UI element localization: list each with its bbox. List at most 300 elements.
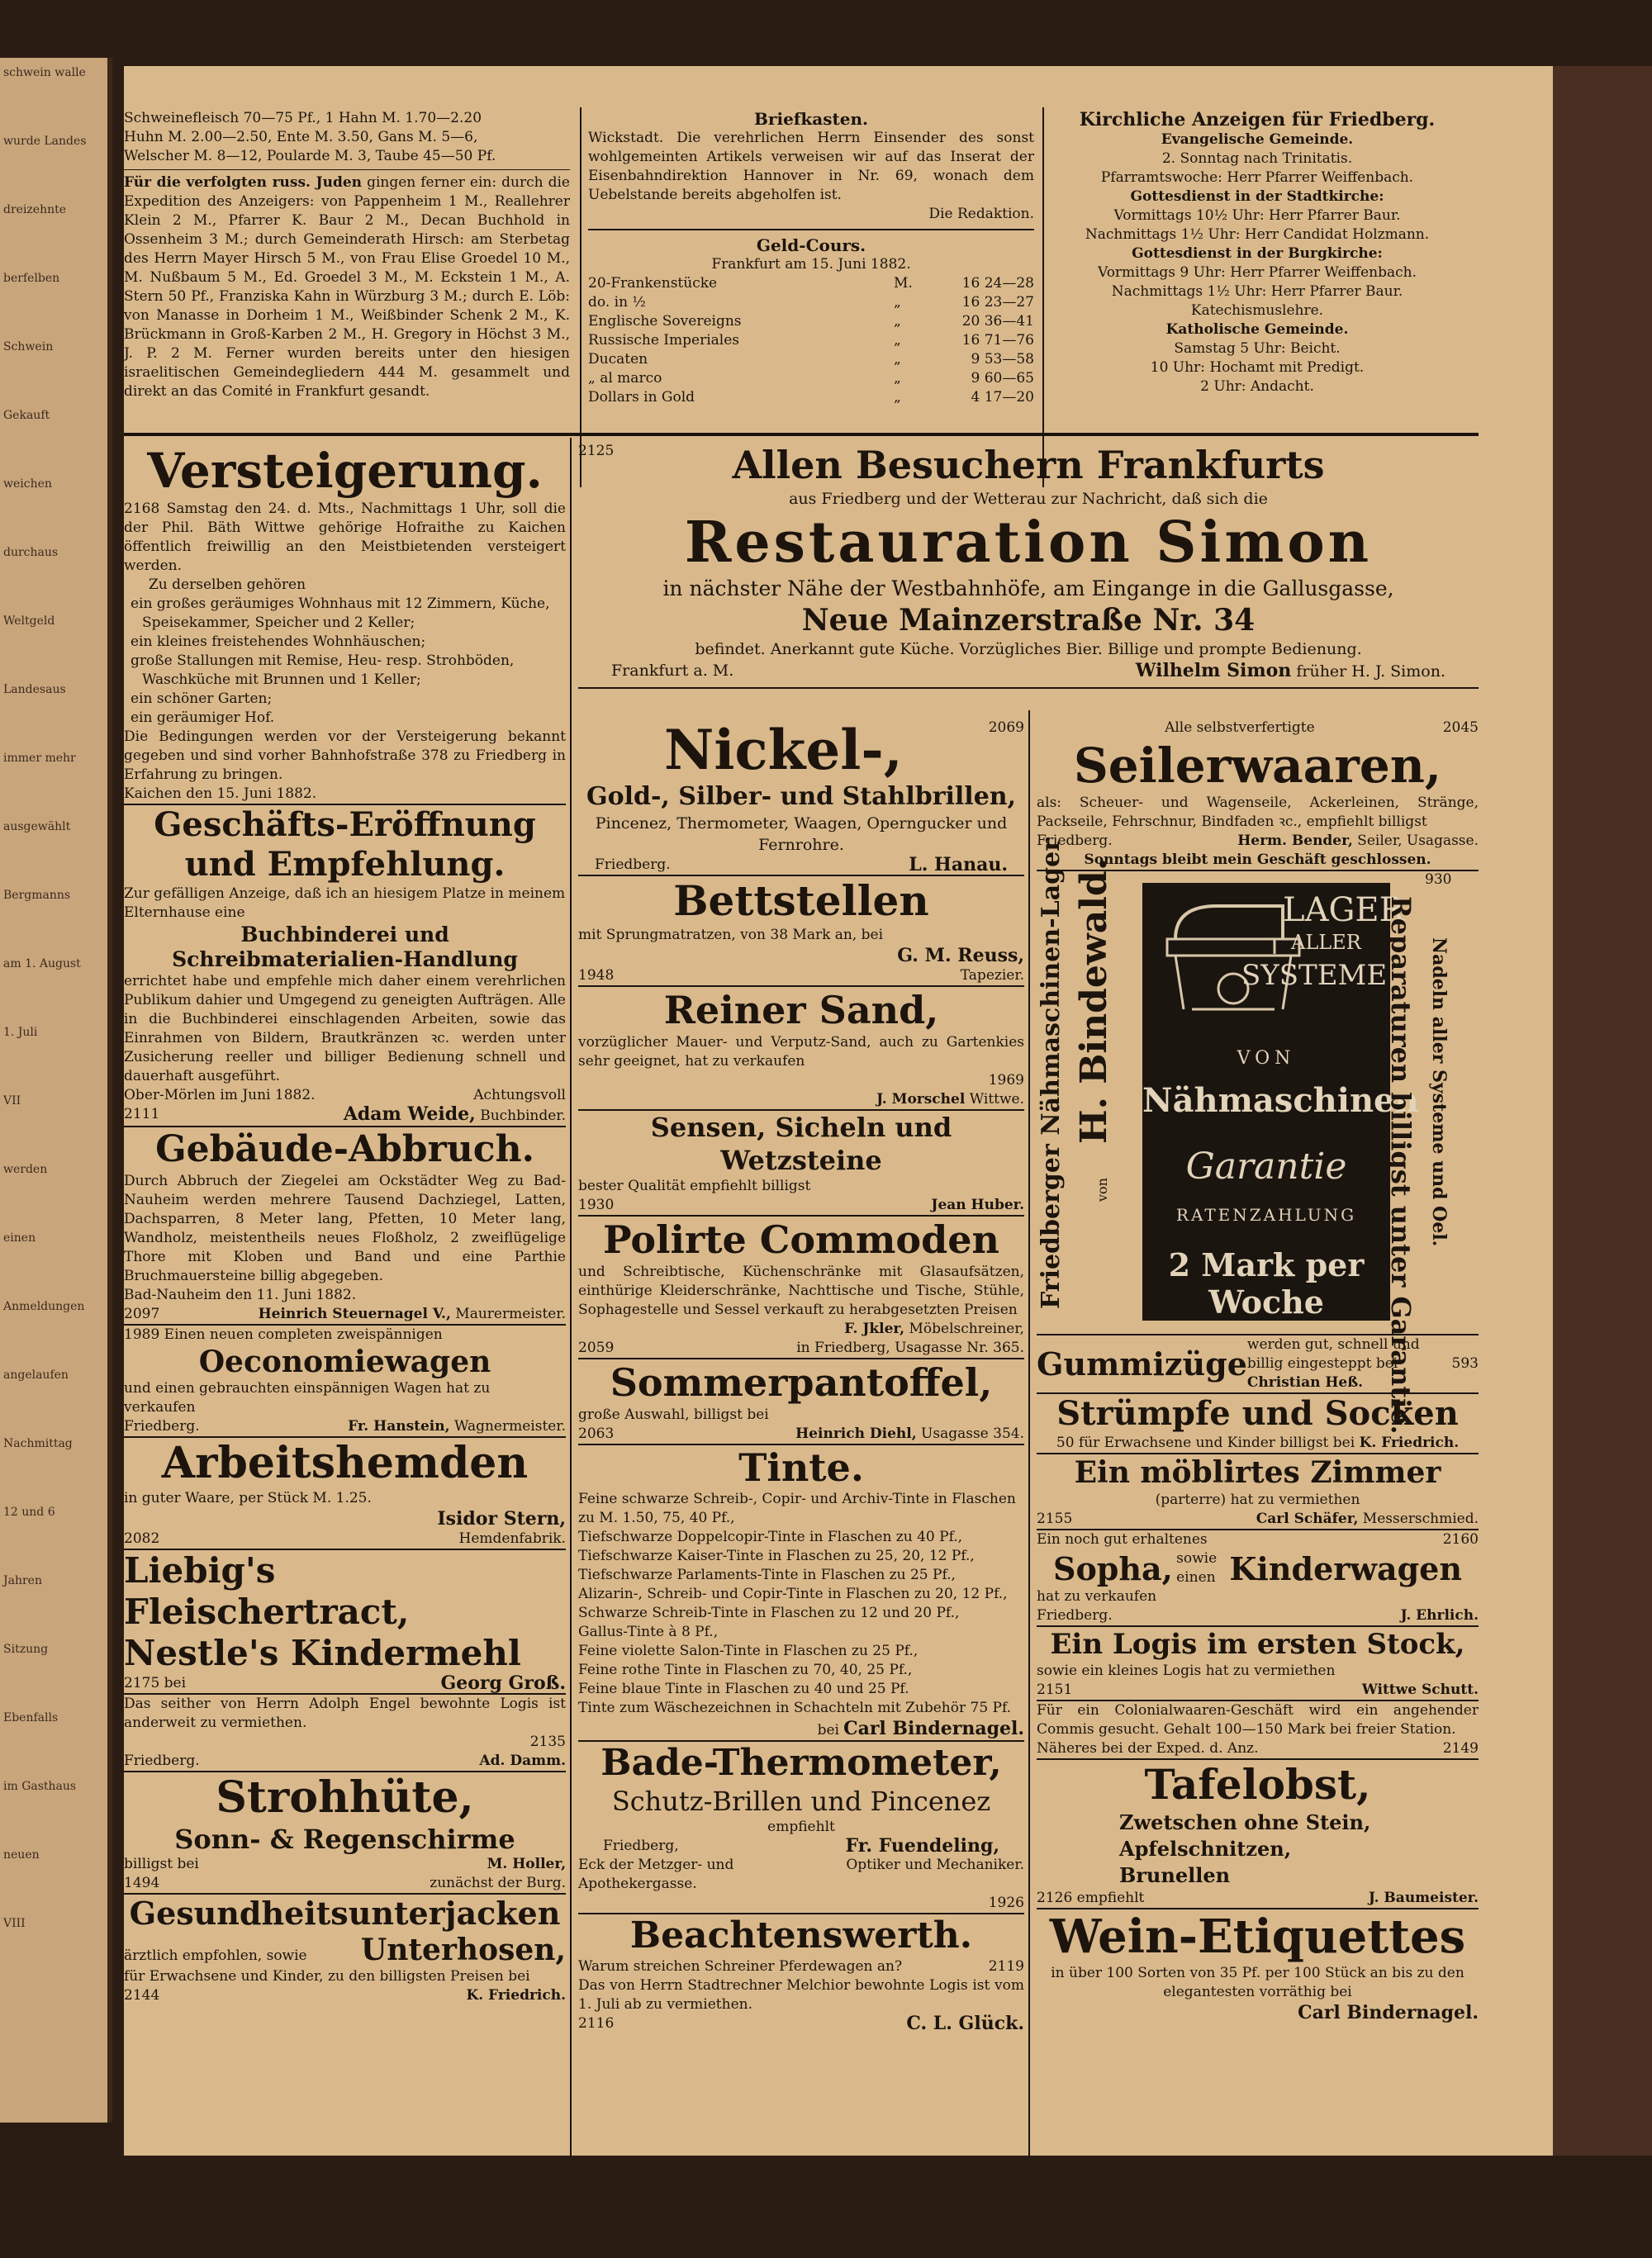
- bettstellen-text: mit Sprungmatratzen, von 38 Mark an, bei: [578, 927, 884, 943]
- versteigerung-sign: Kaichen den 15. Juni 1882.: [124, 785, 317, 802]
- naeh-right-vert1: Reparaturen billigst unter Garantie.: [1385, 896, 1417, 1435]
- eroeffnung-business: Buchbinderei und Schreibmaterialien-Handlung: [172, 923, 518, 971]
- unterjacken-text2: für Erwachsene und Kinder, zu den billigsten Preisen bei: [124, 1968, 530, 1985]
- sand-num: 1969: [988, 1072, 1024, 1089]
- kircheLines-line: Evangelische Gemeinde.: [1161, 131, 1354, 148]
- simon-num: 2125: [578, 443, 615, 459]
- sand-name: J. Morschel: [876, 1091, 966, 1108]
- sopha-place: Friedberg.: [1037, 1607, 1113, 1624]
- abbruch-num: 2097: [124, 1306, 160, 1322]
- versteigerung-title: Versteigerung.: [147, 443, 543, 499]
- versItems-line: ein kleines freistehendes Wohnhäuschen;: [131, 633, 426, 650]
- nickel-sub: Gold-, Silber- und Stahlbrillen,: [586, 782, 1017, 811]
- sand-role: Wittwe.: [969, 1091, 1024, 1108]
- versteigerung-text: 2168 Samstag den 24. d. Mts., Nachmittags 1 Uhr, soll die der Phil. Bäth Wittwe gehörige Hofraithe zu Kaichen öffentlich freiwillig an den Meistbietenden versteigert werden.: [124, 500, 566, 574]
- left-fragment-line: wurde Landes: [3, 135, 87, 148]
- sand-text: vorzüglicher Mauer- und Verputz-Sand, auch zu Gartenkies sehr geeignet, hat zu verkaufen: [578, 1034, 1024, 1070]
- eroeffnung-intro: Zur gefälligen Anzeige, daß ich an hiesigem Platze in meinem Elternhause eine: [124, 885, 566, 921]
- naeh-num: 930: [1425, 871, 1452, 888]
- ad-engel: [124, 1695, 566, 1772]
- zimmer-title: Ein möblirtes Zimmer: [1074, 1455, 1441, 1490]
- market-line-2: Huhn M. 2.00—2.50, Ente M. 3.50, Gans M. 5—6,: [124, 129, 478, 145]
- strohhuete-title: Strohhüte,: [216, 1772, 474, 1823]
- zimmer-name: Carl Schäfer,: [1256, 1511, 1359, 1527]
- tinteLines-line: Alizarin-, Schreib- und Copir-Tinte in Flaschen zu 20, 12 Pf.,: [578, 1586, 1008, 1602]
- engel-place: Friedberg.: [124, 1753, 200, 1769]
- eroeffnung-greet: Achtungsvoll: [473, 1087, 566, 1103]
- left-column: [124, 442, 566, 2005]
- tinteLines-line: Feine schwarze Schreib-, Copir- und Archiv-Tinte in Flaschen zu M. 1.50, 75, 40 Pf.,: [578, 1491, 1016, 1526]
- beachtens-title: Beachtenswerth.: [629, 1914, 973, 1957]
- briefkasten-text: Wickstadt. Die verehrlichen Herrn Einsender des sonst wohlgemeinten Artikels verweisen wir auf das Inserat der Eisenbahndirektion Hannover in Nr. 69, wonach dem Uebelstande bereits abgeholfen ist.: [588, 130, 1034, 203]
- beachtens-name: C. L. Glück.: [906, 2013, 1024, 2034]
- kircheLines-line: Katholische Gemeinde.: [1165, 321, 1349, 338]
- sopha-mid: sowie einen: [1176, 1550, 1218, 1586]
- tinte-name: Carl Bindernagel.: [843, 1718, 1024, 1739]
- ad-pantoffel: [578, 1359, 1024, 1445]
- ad-versteigerung: [124, 442, 566, 805]
- left-fragment-line: Bergmanns: [3, 889, 71, 902]
- unterjacken-title2: Unterhosen,: [360, 1933, 566, 1967]
- geld-row: [588, 369, 1034, 388]
- bade-num: 1926: [988, 1895, 1024, 1911]
- struempfe-title: Strümpfe und Socken: [1056, 1394, 1459, 1433]
- simon-title: Restauration Simon: [684, 510, 1373, 576]
- tinteLines-line: Tiefschwarze Doppelcopir-Tinte in Flaschen zu 40 Pf.,: [578, 1529, 963, 1545]
- zimmer-role: Messerschmied.: [1362, 1511, 1479, 1527]
- jews-heading: Für die verfolgten russ. Juden: [124, 174, 363, 191]
- geld-row: [588, 293, 1034, 312]
- gummi-title: Gummizüge: [1037, 1345, 1247, 1383]
- bade-emp: empfiehlt: [767, 1819, 835, 1835]
- left-fragment-line: ausgewählt: [3, 820, 71, 833]
- strohhuete-num: 1494: [124, 1875, 160, 1891]
- commis-sub: Näheres bei der Exped. d. Anz.: [1037, 1740, 1259, 1757]
- geld-row: [588, 274, 1034, 293]
- seiler-title: Seilerwaaren,: [1073, 738, 1442, 794]
- newspaper-page: [124, 66, 1553, 2156]
- left-fragment-line: einen: [3, 1231, 36, 1245]
- geld-row: [588, 350, 1034, 369]
- ad-seiler: [1037, 719, 1479, 871]
- kirche-lines: [1051, 130, 1464, 396]
- ad-bade: [578, 1742, 1024, 1914]
- tinteLines-line: Feine violette Salon-Tinte in Flaschen zu 25 Pf.,: [578, 1643, 919, 1659]
- geld-heading: Geld-Cours.: [756, 235, 866, 255]
- kircheLines-line: Vormittags 10½ Uhr: Herr Pfarrer Baur.: [1113, 207, 1401, 224]
- jews-donations: [124, 173, 570, 401]
- pantoffel-addr: Usagasse 354.: [921, 1425, 1024, 1442]
- sensen-name: Jean Huber.: [931, 1197, 1024, 1213]
- abbruch-text: Durch Abbruch der Ziegelei am Ockstädter Weg zu Bad-Nauheim werden mehrere Tausend Dachziegel, Latten, Dachsparren, 8 Meter lang, Pfetten, 10 Meter lang, Wandholz, meistentheils neues Floßholz, 2 zweiflügelige Thore mit Kloben und Band und eine Parthie Bruchmauersteine billig abgegeben.: [124, 1173, 566, 1284]
- kircheLines-line: Nachmittags 1½ Uhr: Herr Pfarrer Baur.: [1111, 283, 1403, 300]
- simon-street: Neue Mainzerstraße Nr. 34: [801, 603, 1256, 638]
- briefkasten-sign: Die Redaktion.: [928, 206, 1034, 222]
- geld-row: [588, 388, 1034, 407]
- beachtens-q: Warum streichen Schreiner Pferdewagen an?: [578, 1958, 903, 1975]
- wein-title: Wein-Etiquettes: [1049, 1909, 1466, 1964]
- tinteLines-line: Tiefschwarze Kaiser-Tinte in Flaschen zu 25, 20, 12 Pf.,: [578, 1548, 975, 1564]
- naeh-mark: 2 Mark per Woche: [1168, 1246, 1365, 1321]
- bade-title: Bade-Thermometer,: [601, 1742, 1002, 1784]
- simon-name: Wilhelm Simon: [1135, 660, 1292, 681]
- ad-sopha: [1037, 1530, 1479, 1627]
- commoden-num: 2059: [578, 1340, 615, 1356]
- gummi-text-wrap: [1247, 1335, 1452, 1392]
- eroeffnung-role: Buchbinder.: [480, 1108, 566, 1124]
- naeh-von: von: [1094, 1178, 1110, 1202]
- oeconomie-name: Fr. Hanstein,: [348, 1418, 450, 1435]
- oeconomie-text: und einen gebrauchten einspännigen Wagen hat zu verkaufen: [124, 1380, 491, 1416]
- bettstellen-title: Bettstellen: [673, 876, 929, 925]
- nickel-name: L. Hanau.: [909, 854, 1008, 875]
- left-fragment-line: Anmeldungen: [3, 1300, 85, 1313]
- ad-commoden: [578, 1217, 1024, 1359]
- tafelobst-num: 2126: [1037, 1890, 1073, 1906]
- hemden-text: in guter Waare, per Stück M. 1.25.: [124, 1490, 372, 1506]
- kircheLines-line: Vormittags 9 Uhr: Herr Pfarrer Weiffenbach.: [1097, 264, 1417, 281]
- naeh-systeme: SYSTEME: [1241, 959, 1388, 992]
- left-fragment-line: werden: [3, 1163, 48, 1176]
- engel-num: 2135: [529, 1734, 566, 1750]
- abbruch-title: Gebäude-Abbruch.: [155, 1128, 534, 1170]
- liebig-name: Georg Groß.: [440, 1672, 566, 1694]
- geld-unit: „: [894, 313, 901, 330]
- strohhuete-role: zunächst der Burg.: [430, 1875, 566, 1891]
- geld-unit: „: [894, 332, 901, 349]
- geld-table: [588, 274, 1034, 407]
- liebig-line2: Nestle's Kindermehl: [124, 1633, 521, 1673]
- commis-num: 2149: [1442, 1740, 1479, 1757]
- geld-unit: „: [894, 351, 901, 368]
- sopha-text: hat zu verkaufen: [1037, 1588, 1157, 1605]
- beachtens-text: Das von Herrn Stadtrechner Melchior bewohnte Logis ist vom 1. Juli ab zu vermiethen.: [578, 1977, 1024, 2013]
- kircheLines-line: Nachmittags 1½ Uhr: Herr Candidat Holzmann.: [1085, 226, 1430, 243]
- ad-liebig: [124, 1550, 566, 1695]
- versItems-line: große Stallungen mit Remise, Heu- resp. Strohböden, Waschküche mit Brunnen und 1 Keller;: [131, 652, 515, 688]
- sensen-title: Sensen, Sicheln und Wetzsteine: [650, 1112, 952, 1176]
- strohhuete-name: M. Holler,: [487, 1856, 566, 1872]
- kircheLines-line: Katechismuslehre.: [1190, 302, 1324, 319]
- simon-place: Frankfurt a. M.: [611, 662, 734, 680]
- strohhuete-sub: Sonn- & Regenschirme: [174, 1824, 515, 1855]
- tinte-title: Tinte.: [738, 1445, 864, 1490]
- left-fragment-line: dreizehnte: [3, 203, 67, 216]
- naeh-von-img: VON: [1237, 1048, 1296, 1069]
- pantoffel-num: 2063: [578, 1425, 615, 1442]
- versItems-line: ein schöner Garten;: [131, 690, 273, 707]
- left-fragment-line: 12 und 6: [3, 1506, 55, 1519]
- kirche-heading: Kirchliche Anzeigen für Friedberg.: [1079, 109, 1436, 130]
- tinteLines-line: Tinte zum Wäschezeichnen in Schachteln mit Zubehör 75 Pf.: [578, 1700, 1012, 1716]
- tafelobst-emp: empfiehlt: [1076, 1890, 1145, 1906]
- unterjacken-text1: ärztlich empfohlen, sowie: [124, 1947, 307, 1964]
- zimmer-num: 2155: [1037, 1511, 1073, 1527]
- simon-former: früher H. J. Simon.: [1296, 662, 1446, 681]
- naeh-aller: ALLER: [1291, 931, 1361, 954]
- sopha-title1: Sopha,: [1053, 1549, 1173, 1587]
- geld-name: Ducaten: [588, 351, 648, 368]
- briefkasten: [588, 109, 1034, 407]
- tinteLines-line: Feine blaue Tinte in Flaschen zu 40 und 25 Pf.: [578, 1681, 909, 1697]
- struempfe-text: 50 für Erwachsene und Kinder billigst bei: [1056, 1435, 1355, 1451]
- bade-role: Optiker und Mechaniker.: [846, 1857, 1024, 1873]
- geld-name: Russische Imperiales: [588, 332, 739, 349]
- nickel-text: Pincenez, Thermometer, Waagen, Operngucker und Fernrohre.: [595, 814, 1008, 854]
- ad-zimmer: [1037, 1454, 1479, 1530]
- gummi-text: werden gut, schnell und billig eingesteppt bei: [1246, 1336, 1420, 1372]
- sand-title: Reiner Sand,: [663, 988, 939, 1032]
- left-fragment-line: neuen: [3, 1848, 40, 1862]
- oeconomie-intro: Einen neuen completen zweispännigen: [164, 1326, 443, 1343]
- wein-name: Carl Bindernagel.: [1298, 2002, 1479, 2023]
- eroeffnung-name: Adam Weide,: [343, 1103, 476, 1125]
- beachtens-num: 2119: [988, 1958, 1024, 1975]
- strohhuete-text: billigst bei: [124, 1856, 199, 1872]
- left-fragment-line: VIII: [3, 1917, 26, 1930]
- abbruch-place: Bad-Nauheim den 11. Juni 1882.: [124, 1287, 357, 1303]
- tinte-lines: [578, 1490, 1024, 1718]
- left-fragment-line: Schwein: [3, 340, 54, 353]
- seiler-place: Friedberg.: [1037, 833, 1113, 849]
- abbruch-role: Maurermeister.: [455, 1306, 566, 1322]
- ad-logis: [1037, 1627, 1479, 1701]
- gummi-num: 593: [1451, 1355, 1479, 1372]
- hemden-num: 2082: [124, 1530, 160, 1547]
- ad-nickel: [578, 719, 1024, 876]
- ad-tinte: [578, 1445, 1024, 1742]
- seiler-role: Seiler, Usagasse.: [1357, 833, 1479, 849]
- geld-unit: M.: [894, 275, 913, 292]
- tinteLines-line: Schwarze Schreib-Tinte in Flaschen zu 12 und 20 Pf.,: [578, 1605, 960, 1621]
- eroeffnung-title: Geschäfts-Eröffnung und Empfehlung.: [154, 805, 536, 884]
- sopha-pre: Ein noch gut erhaltenes: [1037, 1531, 1208, 1548]
- liebig-num: 2175: [124, 1675, 160, 1691]
- bettstellen-role: Tapezier.: [960, 967, 1024, 984]
- unterjacken-title: Gesundheitsunterjacken: [129, 1895, 561, 1932]
- tafelobst-name: J. Baumeister.: [1368, 1890, 1479, 1906]
- pantoffel-name: Heinrich Diehl,: [795, 1425, 917, 1442]
- market-line-1: Schweinefleisch 70—75 Pf., 1 Hahn M. 1.70—2.20: [124, 110, 482, 126]
- simon-head: Allen Besuchern Frankfurts: [732, 443, 1325, 487]
- pantoffel-text: große Auswahl, billigst bei: [578, 1407, 769, 1423]
- oeconomie-role: Wagnermeister.: [453, 1418, 566, 1435]
- commoden-name: F. Jkler,: [844, 1321, 905, 1337]
- geld-val: 16 71—76: [961, 332, 1034, 349]
- eroeffnung-num: 2111: [124, 1106, 160, 1122]
- kircheLines-line: 2 Uhr: Andacht.: [1200, 378, 1314, 395]
- ad-eroeffnung: [124, 805, 566, 1127]
- market-prices: [124, 109, 570, 401]
- ad-tafelobst: [1037, 1760, 1479, 1909]
- left-fragment-line: angelaufen: [3, 1369, 69, 1382]
- tinte-bei: bei: [817, 1722, 839, 1739]
- tafelItems-line: Brunellen: [1119, 1863, 1231, 1887]
- left-fragment-line: durchaus: [3, 546, 59, 559]
- bade-name: Fr. Fuendeling,: [845, 1835, 999, 1857]
- left-fragment-line: Nachmittag: [3, 1437, 73, 1450]
- bettstellen-num: 1948: [578, 967, 615, 984]
- geld-unit: „: [894, 389, 901, 406]
- left-fragment-line: weichen: [3, 477, 52, 491]
- hemden-title: Arbeitshemden: [161, 1438, 529, 1488]
- kircheLines-line: 2. Sonntag nach Trinitatis.: [1161, 150, 1353, 167]
- engel-name: Ad. Damm.: [479, 1753, 566, 1769]
- struempfe-name: K. Friedrich.: [1359, 1435, 1460, 1451]
- kircheLines-line: Gottesdienst in der Burgkirche:: [1132, 245, 1383, 262]
- simon-loc: in nächster Nähe der Westbahnhöfe, am Eingange in die Gallusgasse,: [662, 576, 1394, 600]
- ad-commis: [1037, 1701, 1479, 1760]
- commis-text: Für ein Colonialwaaren-Geschäft wird ein angehender Commis gesucht. Gehalt 100—150 Mark bei freier Station.: [1037, 1702, 1479, 1738]
- sopha-num: 2160: [1442, 1531, 1479, 1548]
- ad-unterjacken: [124, 1895, 566, 2005]
- unterjacken-name: K. Friedrich.: [466, 1987, 566, 2004]
- kircheLines-line: 10 Uhr: Hochamt mit Predigt.: [1150, 359, 1365, 376]
- middle-column: [578, 719, 1024, 2033]
- ad-strohhuete: [124, 1772, 566, 1895]
- tafelItems-line: Apfelschnitzen,: [1119, 1837, 1292, 1861]
- left-fragment-line: im Gasthaus: [3, 1780, 77, 1793]
- nickel-place: Friedberg.: [595, 856, 671, 873]
- seiler-name: Herm. Bender,: [1237, 833, 1353, 849]
- hemden-name: Isidor Stern,: [437, 1508, 566, 1530]
- versteigerung-items: [124, 595, 566, 728]
- pantoffel-title: Sommerpantoffel,: [610, 1360, 993, 1405]
- versteigerung-intro: Zu derselben gehören: [149, 576, 306, 593]
- kirche: [1051, 109, 1464, 396]
- sopha-title2: Kinderwagen: [1229, 1549, 1462, 1587]
- ad-beachtens: [578, 1914, 1024, 2033]
- wein-text: in über 100 Sorten von 35 Pf. per 100 Stück an bis zu den elegantesten vorräthig bei: [1051, 1965, 1464, 2000]
- oeconomie-title: Oeconomiewagen: [198, 1345, 491, 1379]
- left-fragment-line: Ebenfalls: [3, 1711, 59, 1724]
- kircheLines-line: Gottesdienst in der Stadtkirche:: [1130, 188, 1384, 205]
- hemden-role: Hemdenfabrik.: [458, 1530, 566, 1547]
- nickel-title: Nickel-,: [663, 718, 903, 782]
- left-fragment-line: berfelben: [3, 272, 60, 285]
- tinteLines-line: Tiefschwarze Parlaments-Tinte in Flaschen zu 25 Pf.,: [578, 1567, 956, 1583]
- zimmer-text: (parterre) hat zu vermiethen: [1155, 1492, 1360, 1508]
- eroeffnung-text: errichtet habe und empfehle mich daher einem verehrlichen Publikum dahier und Umgegend zu geneigten Aufträgen. Alle in die Buchbinderei einschlagenden Arbeiten, sowie das Einrahmen von Bildern, Brautkränzen ꝛc. werden unter Zusicherung reeller und billiger Bedienung schnell und dauerhaft ausgeführt.: [124, 973, 566, 1084]
- ad-simon: [578, 442, 1479, 689]
- left-fragment-line: Jahren: [3, 1574, 42, 1587]
- tafelobst-items: [1037, 1810, 1479, 1889]
- bade-place: Friedberg,: [603, 1838, 679, 1854]
- oeconomie-place: Friedberg.: [124, 1418, 200, 1435]
- ad-sand: [578, 987, 1024, 1111]
- simon-text: befindet. Anerkannt gute Küche. Vorzügliches Bier. Billige und prompte Bedienung.: [695, 640, 1362, 658]
- left-page-text: [0, 58, 107, 1990]
- tinteLines-line: Feine rothe Tinte in Flaschen zu 70, 40, 25 Pf.,: [578, 1662, 913, 1678]
- gummi-name: Christian Heß.: [1246, 1374, 1364, 1391]
- naeh-garantie: Garantie: [1185, 1146, 1347, 1188]
- geld-unit: „: [894, 370, 901, 387]
- sensen-num: 1930: [578, 1197, 615, 1213]
- left-fragment-line: Weltgeld: [3, 614, 55, 628]
- left-fragment-line: 1. Juli: [3, 1026, 38, 1039]
- commoden-text: und Schreibtische, Küchenschränke mit Glasaufsätzen, einthürige Kleiderschränke, Nachttische und Tische, Stühle, Sophagestelle und Sessel verkauft zu herabgesetzten Preisen: [578, 1264, 1024, 1318]
- bettstellen-name: G. M. Reuss,: [897, 945, 1024, 966]
- geld-val: 9 53—58: [971, 351, 1034, 368]
- naeh-lager: LAGER: [1283, 891, 1404, 929]
- tafelItems-line: Zwetschen ohne Stein,: [1119, 1810, 1371, 1834]
- versItems-line: ein geräumiger Hof.: [131, 709, 275, 726]
- versItems-line: ein großes geräumiges Wohnhaus mit 12 Zimmern, Küche, Speisekammer, Speicher und 2 Keller;: [131, 595, 550, 631]
- geld-val: 20 36—41: [961, 313, 1034, 330]
- geld-name: Englische Sovereigns: [588, 313, 742, 330]
- kircheLines-line: Samstag 5 Uhr: Beicht.: [1174, 340, 1341, 357]
- right-column: [1037, 719, 1479, 2023]
- beachtens-num2: 2116: [578, 2015, 615, 2032]
- geld-row: [588, 331, 1034, 350]
- left-fragment-line: Gekauft: [3, 409, 50, 422]
- geld-unit: „: [894, 294, 901, 311]
- geld-val: 16 24—28: [961, 275, 1034, 292]
- ad-abbruch: [124, 1127, 566, 1326]
- bade-sub: Schutz-Brillen und Pincenez: [611, 1786, 991, 1817]
- kircheLines-line: Pfarramtswoche: Herr Pfarrer Weiffenbach.: [1100, 169, 1414, 186]
- seiler-pre: Alle selbstverfertigte: [1165, 719, 1315, 736]
- naeh-left-vert: Friedberger Nähmaschinen-Lager: [1037, 838, 1066, 1309]
- logis-num: 2151: [1037, 1682, 1073, 1698]
- nickel-num: 2069: [988, 719, 1024, 736]
- simon-intro: aus Friedberg und der Wetterau zur Nachricht, daß sich die: [789, 490, 1268, 508]
- geld-name: „ al marco: [588, 370, 662, 387]
- ad-oeconomie: [124, 1326, 566, 1438]
- logis-title: Ein Logis im ersten Stock,: [1050, 1628, 1465, 1661]
- geld-sub: Frankfurt am 15. Juni 1882.: [711, 256, 911, 273]
- sopha-name: J. Ehrlich.: [1400, 1607, 1479, 1624]
- versteigerung-end: Die Bedingungen werden vor der Versteigerung bekannt gegeben und sind vorher Bahnhofstraße 378 zu Friedberg in Erfahrung zu bringen.: [124, 728, 566, 783]
- commoden-title: Polirte Commoden: [603, 1217, 999, 1262]
- briefkasten-heading: Briefkasten.: [754, 109, 868, 129]
- geld-name: Dollars in Gold: [588, 389, 695, 406]
- ad-hemden: [124, 1438, 566, 1550]
- sensen-text: bester Qualität empfiehlt billigst: [578, 1178, 811, 1194]
- seiler-num: 2045: [1442, 719, 1479, 736]
- liebig-line1: Liebig's Fleischertract,: [124, 1550, 410, 1632]
- naeh-raten: RATENZAHLUNG: [1175, 1205, 1357, 1225]
- left-fragment-line: immer mehr: [3, 752, 76, 765]
- logis-text: sowie ein kleines Logis hat zu vermiethen: [1037, 1663, 1336, 1679]
- eroeffnung-place: Ober-Mörlen im Juni 1882.: [124, 1087, 316, 1103]
- left-fragment-line: Landesaus: [3, 683, 66, 696]
- left-fragment-line: VII: [3, 1094, 21, 1108]
- naeh-naehmaschinen: Nähmaschinen: [1142, 1081, 1419, 1120]
- market-line-3: Welscher M. 8—12, Poularde M. 3, Taube 45—50 Pf.: [124, 148, 496, 164]
- left-fragment-line: am 1. August: [3, 957, 81, 970]
- book-binding: [1553, 66, 1652, 2156]
- left-fragment-line: schwein walle: [3, 66, 86, 79]
- commoden-addr: in Friedberg, Usagasse Nr. 365.: [796, 1340, 1024, 1356]
- naeh-right-vert2: Nadeln aller Systeme und Oel.: [1428, 937, 1450, 1247]
- left-page-fragment: [0, 58, 112, 2123]
- engel-text: Das seither von Herrn Adolph Engel bewohnte Logis ist anderweit zu vermiethen.: [124, 1696, 566, 1731]
- tinteLines-line: Gallus-Tinte à 8 Pf.,: [578, 1624, 719, 1640]
- geld-val: 4 17—20: [971, 389, 1034, 406]
- seiler-text: als: Scheuer- und Wagenseile, Ackerleinen, Stränge, Packseile, Fehrschnur, Bindfaden ꝛc., empfiehlt billigst: [1037, 795, 1479, 830]
- liebig-bei: bei: [164, 1675, 187, 1691]
- ad-bettstellen: [578, 876, 1024, 987]
- ad-wein: [1037, 1909, 1479, 2023]
- bade-addr: Eck der Metzger- und Apothekergasse.: [578, 1857, 734, 1892]
- commoden-role: Möbelschreiner,: [909, 1321, 1024, 1337]
- seiler-note: Sonntags bleibt mein Geschäft geschlossen.: [1084, 851, 1431, 868]
- geld-name: do. in ½: [588, 294, 646, 311]
- jews-text: gingen ferner ein: durch die Expedition des Anzeigers: von Pappenheim 1 M., Reallehrer Klein 2 M., Pfarrer K. Baur 2 M., Decan Buchhold in Ossenheim 3 M.; durch Gemeinderath Hirsch: am Sterbetag des Herrn Mayer Hirsch 5 M., von Frau Elise Groedel 10 M., M. Nußbaum 5 M., Ed. Groedel 3 M., M. Eckstein 1 M., A. Stern 50 Pf., Franziska Kahn in Würzburg 3 M.; durch E. Löb: von Manasse in Dorheim 1 M., Weißbinder Schenk 2 M., K. Brückmann in Groß-Karben 2 M., H. Gregory in Höchst 3 M., J. P. 2 M. Ferner wurden bereits unter den hiesigen israelitischen Gemeindegliedern 444 M. gesammelt und direkt an das Comité in Frankfurt gesandt.: [124, 174, 570, 400]
- geld-val: 16 23—27: [961, 294, 1034, 311]
- geld-val: 9 60—65: [971, 370, 1034, 387]
